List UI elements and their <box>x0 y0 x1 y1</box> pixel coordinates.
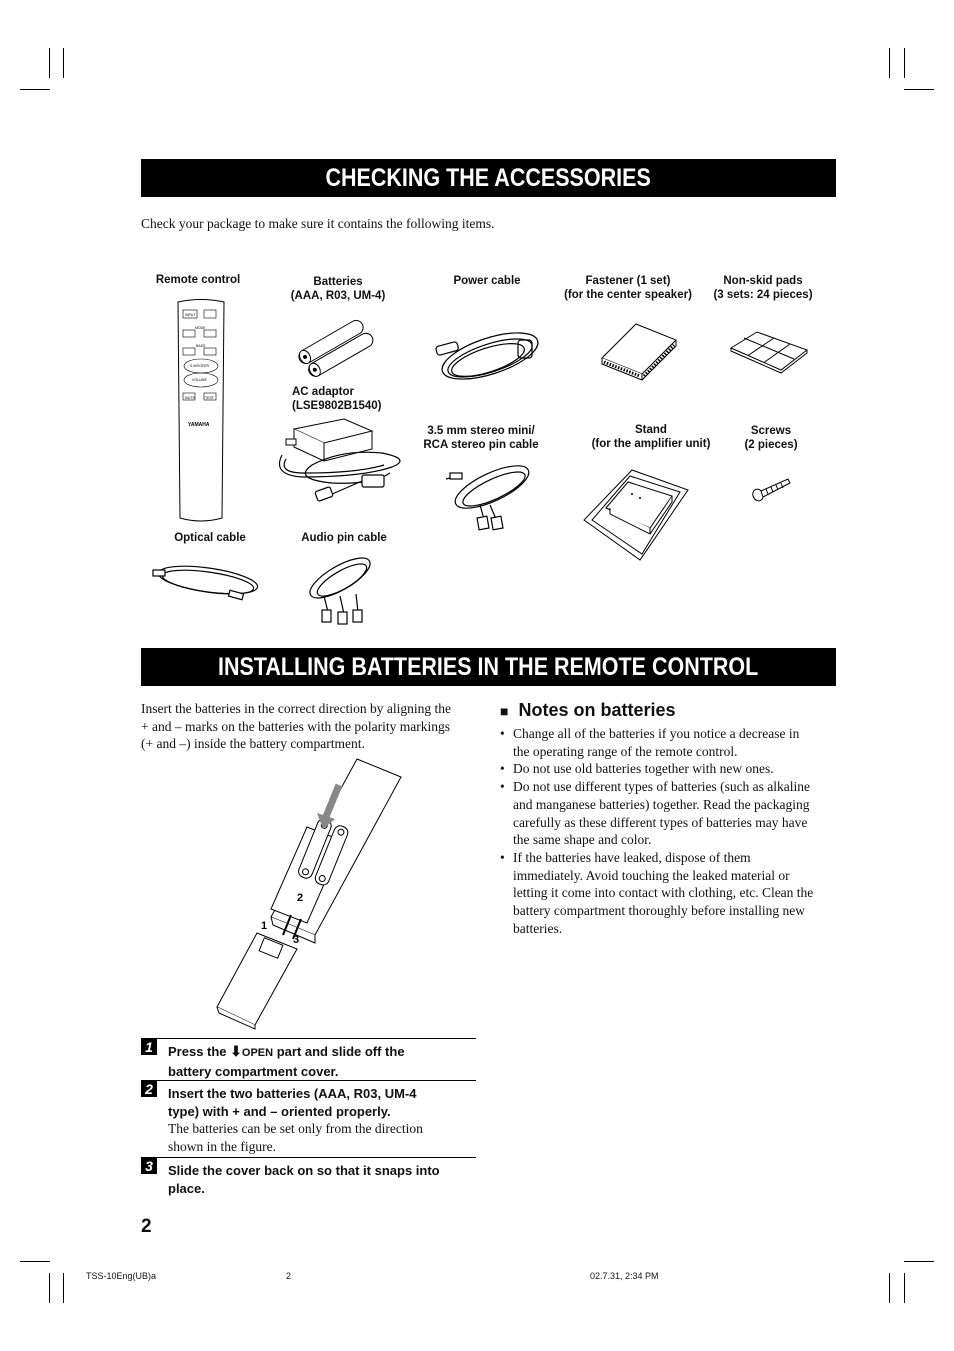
label-power-cable: Power cable <box>453 275 521 287</box>
install-intro: Insert the batteries in the correct direction by aligning the + and – marks on the batteries with the polarity markings (+ and –) inside the battery compartment. <box>141 701 452 752</box>
step-2-text: Insert the two batteries (AAA, R03, UM-4 type) with + and – oriented properly. <box>168 1086 417 1119</box>
step-1-number: 1 <box>141 1039 157 1055</box>
note-item <box>500 778 845 849</box>
step-1 <box>141 1038 476 1079</box>
remote-label-mute: MUTE <box>185 396 195 400</box>
step-2 <box>141 1080 476 1157</box>
footer-page: 2 <box>286 1271 292 1281</box>
fastener-illustration <box>596 318 680 382</box>
remote-label-input: INPUT <box>185 313 196 317</box>
remote-label-volume: VOLUME <box>192 378 207 382</box>
note-line: • If the batteries have leaked, dispose of them <box>513 849 751 865</box>
label-remote-control: Remote control <box>155 274 241 286</box>
note-line: • Change all of the batteries if you notice a decrease in <box>513 726 800 741</box>
note-line: immediately. Avoid touching the leaked material or <box>513 867 790 883</box>
remote-label-test: TEST <box>205 396 214 400</box>
footer-timestamp: 02.7.31, 2:34 PM <box>590 1271 659 1281</box>
non-skid-pads-illustration <box>727 330 811 374</box>
accessories-intro: Check your package to make sure it contains the following items. <box>141 216 495 231</box>
note-line: letting it come into contact with clothing, etc. Clean the <box>513 885 814 901</box>
label-screws: Screws (2 pieces) <box>744 425 798 451</box>
open-arrow-icon: ⬇ <box>230 1043 242 1059</box>
note-line: the same shape and color. <box>513 832 652 848</box>
note-line: • Do not use different types of batteries (such as alkaline <box>513 779 811 795</box>
section-title-batteries: INSTALLING BATTERIES IN THE REMOTE CONTROL <box>141 648 836 686</box>
note-item <box>500 849 845 938</box>
power-cable-illustration <box>430 318 545 390</box>
section-title-accessories: CHECKING THE ACCESSORIES <box>141 159 836 197</box>
step-2-note: The batteries can be set only from the direction shown in the figure. <box>168 1121 423 1154</box>
optical-cable-illustration <box>153 556 263 606</box>
step-3 <box>141 1157 476 1198</box>
step-2-number: 2 <box>141 1081 157 1097</box>
label-stereo-cable: 3.5 mm stereo mini/ RCA stereo pin cable <box>423 425 539 451</box>
remote-control-illustration <box>170 298 232 526</box>
note-item <box>500 725 845 760</box>
note-line: batteries. <box>513 920 563 936</box>
battery-install-figure <box>215 757 405 1025</box>
footer-file: TSS-10Eng(UB)a <box>86 1271 157 1281</box>
screw-illustration <box>748 473 796 503</box>
note-line: and manganese batteries) together. Read the packaging <box>513 796 810 812</box>
step-3-text: Slide the cover back on so that it snaps into place. <box>168 1163 440 1196</box>
audio-pin-cable-illustration <box>300 548 382 628</box>
figure-label-2: 2 <box>297 892 304 904</box>
label-stand: Stand (for the amplifier unit) <box>591 424 711 450</box>
label-fastener: Fastener (1 set) (for the center speaker) <box>564 275 692 301</box>
notes-on-batteries <box>500 700 845 937</box>
note-item <box>500 760 845 778</box>
batteries-illustration <box>292 320 384 372</box>
notes-title: ■ Notes on batteries <box>500 700 676 720</box>
square-bullet-icon: ■ <box>500 703 509 719</box>
notes-list <box>500 725 845 937</box>
note-line: • Do not use old batteries together with new ones. <box>513 761 774 777</box>
label-optical-cable: Optical cable <box>174 532 246 544</box>
remote-brand: YAMAHA <box>188 422 210 428</box>
note-line: carefully as these different types of batteries may have <box>513 814 808 830</box>
remote-label-bass: BASS <box>196 344 206 348</box>
note-line: the operating range of the remote control. <box>513 743 738 759</box>
figure-label-3: 3 <box>293 934 300 946</box>
remote-label-subwoofer: S.WOOFER <box>190 364 210 368</box>
figure-label-1: 1 <box>261 920 268 932</box>
note-line: battery compartment thoroughly before installing new <box>513 903 806 919</box>
stereo-rca-cable-illustration <box>440 455 540 533</box>
stand-illustration <box>580 468 692 564</box>
label-ac-adaptor: AC adaptor (LSE9802B1540) <box>292 386 382 412</box>
label-batteries: Batteries (AAA, R03, UM-4) <box>290 276 386 302</box>
label-audio-pin-cable: Audio pin cable <box>301 532 387 544</box>
remote-label-mode: MODE <box>195 326 206 330</box>
label-non-skid-pads: Non-skid pads (3 sets: 24 pieces) <box>713 275 813 301</box>
page-number: 2 <box>141 1216 152 1237</box>
ac-adaptor-illustration <box>272 415 412 507</box>
step-3-number: 3 <box>141 1158 157 1174</box>
step-1-text: Press the ⬇OPEN part and slide off the battery compartment cover. <box>168 1043 405 1079</box>
